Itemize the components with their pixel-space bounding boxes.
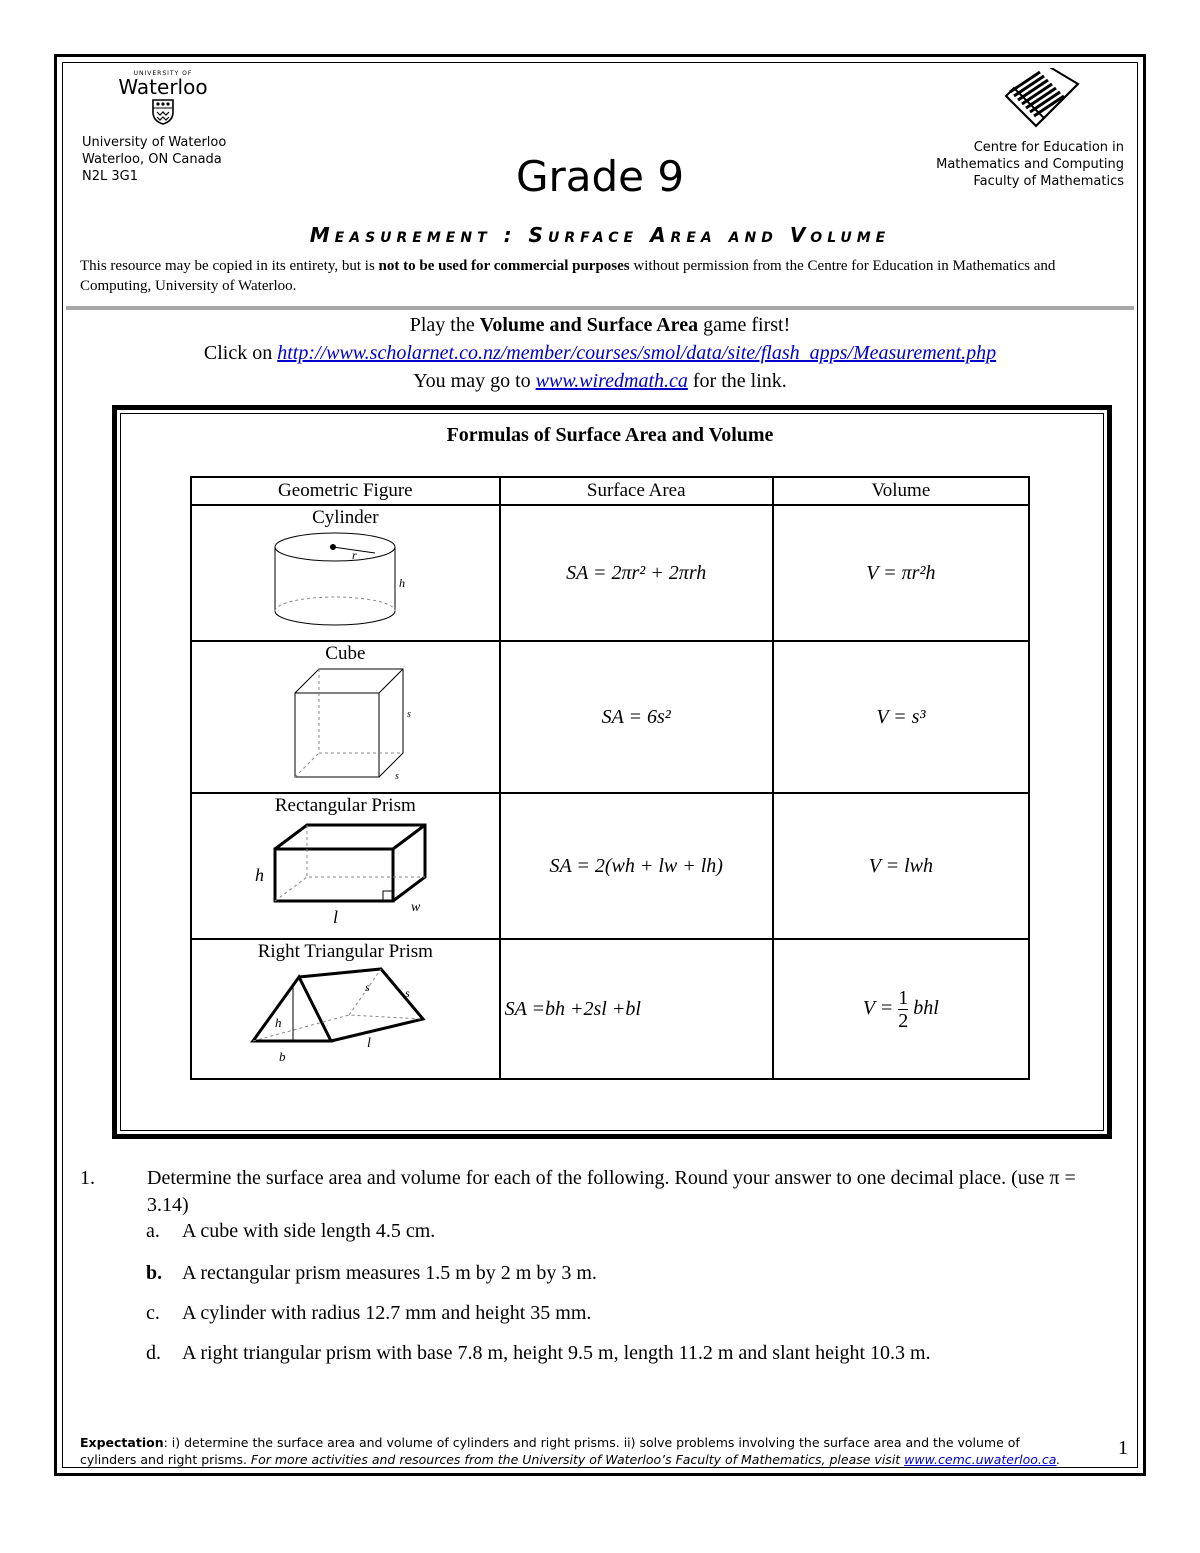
table-row bbox=[191, 641, 1029, 793]
v-cylinder: V = πr²h bbox=[773, 505, 1029, 641]
click-line bbox=[0, 339, 1200, 367]
cube-diagram bbox=[265, 665, 425, 785]
question-part-d bbox=[146, 1342, 931, 1365]
figure-name: Right Triangular Prism bbox=[257, 941, 433, 962]
uw-logo-name: Waterloo bbox=[118, 75, 208, 99]
divider bbox=[66, 306, 1134, 310]
label-s: s bbox=[395, 771, 400, 782]
more-text: For more activities and resources from the University of Waterloo’s Faculty of Mathematics, please visit bbox=[250, 1452, 905, 1467]
play-post: game first! bbox=[698, 314, 791, 336]
part-letter: a. bbox=[146, 1220, 160, 1242]
col-header-figure: Geometric Figure bbox=[191, 477, 500, 505]
play-line bbox=[0, 311, 1200, 339]
cemc-address-line: Faculty of Mathematics bbox=[973, 174, 1124, 189]
cylinder-diagram bbox=[265, 529, 425, 633]
fraction-den: 2 bbox=[898, 1009, 909, 1032]
cemc-link[interactable]: www.cemc.uwaterloo.ca bbox=[904, 1452, 1057, 1467]
table-header-row bbox=[191, 477, 1029, 505]
question-text: Determine the surface area and volume for each of the following. Round your answer to one decimal place. (use π = 3.14) bbox=[147, 1167, 1076, 1216]
v-tri-prism bbox=[773, 939, 1029, 1079]
part-text: A rectangular prism measures 1.5 m by 2 m by 3 m. bbox=[182, 1262, 597, 1284]
cemc-logo-icon bbox=[1000, 68, 1082, 138]
go-line bbox=[0, 367, 1200, 395]
play-bold: Volume and Surface Area bbox=[479, 314, 699, 336]
formulas-title: Formulas of Surface Area and Volume bbox=[446, 424, 774, 446]
sa-tri-prism: SA =bh +2sl +bl bbox=[500, 939, 773, 1079]
uw-crest-icon bbox=[152, 99, 174, 125]
sa-rect-prism: SA = 2(wh + lw + lh) bbox=[500, 793, 773, 939]
label-l: l bbox=[333, 907, 339, 927]
v-cube: V = s³ bbox=[773, 641, 1029, 793]
uw-address-line: University of Waterloo bbox=[82, 135, 227, 150]
figure-cell-rect-prism bbox=[191, 793, 500, 939]
game-link[interactable]: http://www.scholarnet.co.nz/member/courses/smol/data/site/flash_apps/Measurement.php bbox=[277, 342, 997, 364]
part-letter: d. bbox=[146, 1342, 161, 1364]
part-text: A right triangular prism with base 7.8 m, height 9.5 m, length 11.2 m and slant height 10.3 m. bbox=[182, 1342, 931, 1364]
figure-cell-cube bbox=[191, 641, 500, 793]
question-part-a bbox=[146, 1220, 435, 1243]
v-rect-prism: V = lwh bbox=[773, 793, 1029, 939]
v-tri-pre: V = bbox=[862, 996, 899, 1019]
question-number: 1. bbox=[80, 1167, 95, 1189]
label-r: r bbox=[352, 548, 357, 562]
label-w: w bbox=[411, 900, 421, 915]
label-h: h bbox=[255, 865, 265, 885]
figure-name: Cylinder bbox=[312, 507, 379, 528]
go-post: for the link. bbox=[687, 370, 787, 392]
expectation-text: : i) determine the surface area and volume of cylinders and right prisms. ii) solve problems involving the surface area and the volume of cylinders and right prisms. bbox=[80, 1435, 1020, 1467]
uw-address-line: Waterloo, ON Canada bbox=[82, 152, 222, 167]
question-part-b bbox=[146, 1262, 597, 1285]
rectangular-prism-diagram bbox=[235, 817, 455, 929]
copyright-text-end: without permission from the Centre for Education in Mathematics and Computing, University of Waterloo. bbox=[80, 258, 1056, 294]
label-s: s bbox=[405, 986, 410, 1000]
page-number: 1 bbox=[1118, 1437, 1128, 1459]
v-tri-post: bhl bbox=[913, 996, 939, 1019]
cemc-address-line: Mathematics and Computing bbox=[936, 157, 1124, 172]
sa-cube: SA = 6s² bbox=[500, 641, 773, 793]
page-subtitle: Measurement : Surface Area and Volume bbox=[309, 223, 891, 247]
question-part-c bbox=[146, 1302, 591, 1325]
copyright-text: This resource may be copied in its entirety, but is bbox=[80, 258, 379, 274]
uw-address-line: N2L 3G1 bbox=[82, 169, 138, 184]
uw-logo bbox=[118, 70, 208, 130]
cemc-address-line: Centre for Education in bbox=[973, 140, 1124, 155]
col-header-volume: Volume bbox=[773, 477, 1029, 505]
part-text: A cylinder with radius 12.7 mm and height 35 mm. bbox=[182, 1302, 592, 1324]
part-letter: b. bbox=[146, 1262, 163, 1284]
wiredmath-link[interactable]: www.wiredmath.ca bbox=[535, 370, 688, 392]
label-b: b bbox=[279, 1049, 286, 1064]
play-pre: Play the bbox=[409, 314, 480, 336]
fraction bbox=[898, 987, 908, 1032]
copyright-notice bbox=[80, 256, 1130, 296]
uw-logo-small: UNIVERSITY OF bbox=[133, 70, 193, 77]
table-row bbox=[191, 939, 1029, 1079]
expectation-footer bbox=[80, 1434, 1080, 1468]
part-letter: c. bbox=[146, 1302, 160, 1324]
triangular-prism-diagram bbox=[245, 963, 445, 1067]
table-row bbox=[191, 505, 1029, 641]
label-s: s bbox=[365, 980, 370, 994]
sa-cylinder: SA = 2πr² + 2πrh bbox=[500, 505, 773, 641]
part-text: A cube with side length 4.5 cm. bbox=[182, 1220, 436, 1242]
label-h: h bbox=[275, 1015, 282, 1030]
intro-block bbox=[0, 311, 1200, 395]
copyright-bold: not to be used for commercial purposes bbox=[378, 258, 630, 274]
label-s: s bbox=[407, 709, 412, 720]
col-header-sa: Surface Area bbox=[500, 477, 773, 505]
label-h: h bbox=[399, 576, 406, 590]
formulas-table bbox=[190, 476, 1030, 1080]
figure-cell-cylinder bbox=[191, 505, 500, 641]
page-title: Grade 9 bbox=[515, 152, 685, 201]
table-row bbox=[191, 793, 1029, 939]
label-l: l bbox=[367, 1036, 372, 1051]
fraction-num: 1 bbox=[898, 986, 909, 1009]
more-end: . bbox=[1056, 1452, 1061, 1467]
figure-name: Rectangular Prism bbox=[274, 795, 416, 816]
go-pre: You may go to bbox=[413, 370, 536, 392]
click-pre: Click on bbox=[203, 342, 278, 364]
figure-cell-tri-prism bbox=[191, 939, 500, 1079]
expectation-label: Expectation bbox=[80, 1435, 164, 1450]
figure-name: Cube bbox=[325, 643, 366, 664]
